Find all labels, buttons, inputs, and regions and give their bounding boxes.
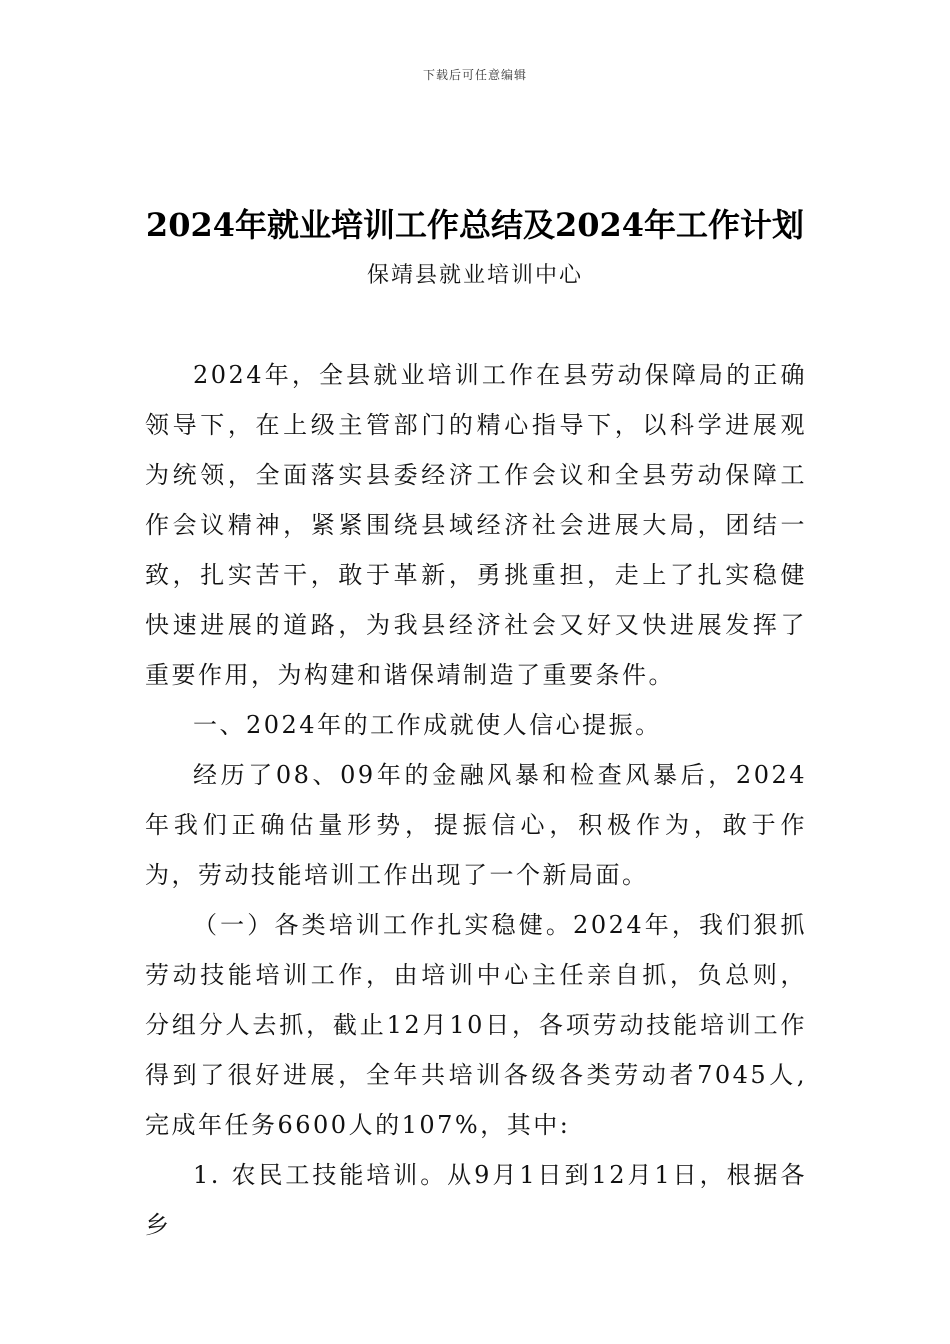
paragraph-intro: 2024年，全县就业培训工作在县劳动保障局的正确领导下，在上级主管部门的精心指导下，以科学进展观为统领，全面落实县委经济工作会议和全县劳动保障工作会议精神，紧紧围绕县域经济社会进展大局，团结一致，扎实苦干，敢于革新，勇挑重担，走上了扎实稳健快速进展的道路，为我县经济社会又好又快进展发挥了重要作用，为构建和谐保靖制造了重要条件。	[145, 361, 807, 689]
paragraph-item-1: 1. 农民工技能培训。从9月1日到12月1日，根据各乡	[145, 1161, 807, 1239]
paragraph-subsection-1: （一）各类培训工作扎实稳健。2024年，我们狠抓劳动技能培训工作，由培训中心主任亲自抓，负总则，分组分人去抓，截止12月10日，各项劳动技能培训工作得到了很好进展，全年共培训各级各类劳动者7045人,完成年任务6600人的107%，其中:	[145, 911, 807, 1139]
document-body	[145, 350, 807, 1250]
document-subtitle: 保靖县就业培训中心	[366, 263, 583, 288]
document-title: 2024年就业培训工作总结及2024年工作计划	[145, 206, 805, 244]
page-header-note: 下载后可任意编辑	[422, 68, 527, 82]
section-heading-1: 一、2024年的工作成就使人信心提振。	[193, 711, 662, 739]
paragraph-section-1: 经历了08、09年的金融风暴和检查风暴后，2024年我们正确估量形势，提振信心，积极作为，敢于作为，劳动技能培训工作出现了一个新局面。	[145, 761, 807, 889]
